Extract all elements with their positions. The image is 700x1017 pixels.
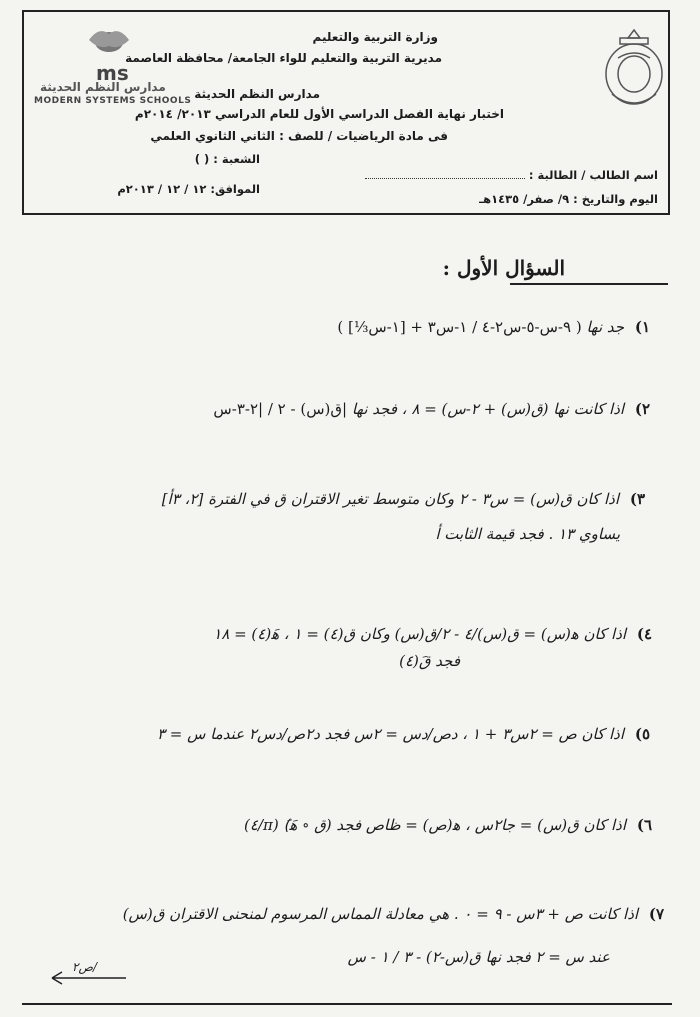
section-label: الشعبة : ( )	[194, 152, 260, 166]
corresponding-date: الموافق: ١٢ / ١٢ / ٢٠١٣م	[117, 182, 260, 196]
svg-text:ms: ms	[96, 61, 129, 85]
question-1: ١) جد نها ( ٩-س-٥-س٢-٤ / ١-س٣ + [١-س⅓] )	[337, 318, 650, 336]
question-3-continued: يساوي ١٣ . فجد قيمة الثابت ﺃ	[435, 525, 620, 543]
title-underline	[510, 283, 668, 285]
question-5: ٥) اذا كان ص = ٢س٣ + ١ ، دص/دس = ٢س فجد د٢ص/دس٢ عندما س = ٣	[156, 725, 650, 743]
school-name: مدارس النظم الحديثة	[194, 87, 320, 101]
jordan-emblem-icon	[598, 24, 670, 116]
bottom-rule	[22, 1003, 672, 1005]
page-indicator: ص٢/	[72, 960, 98, 974]
school-logo-latin: MODERN SYSTEMS SCHOOLS	[34, 96, 192, 106]
ministry-label: وزارة التربية والتعليم	[312, 30, 438, 44]
school-logo-arabic: مدارس النظم الحديثة	[40, 80, 166, 94]
question-7-continued: عند س = ٢ فجد نها ق(س-٢) - ٣ / ١ - س	[347, 948, 610, 966]
date-label: اليوم والتاريخ : ٩/ صفر/ ١٤٣٥هـ	[479, 192, 658, 206]
question-4-continued: فجد قَ(٤)	[399, 652, 460, 670]
question-6: ٦) اذا كان ق(س) = جا٢س ، ﻫ(ص) = ظاص فجد (ق ∘ ﻫَ)َ (π/٤)	[244, 816, 652, 834]
question-2: ٢) اذا كانت نها (ق(س) + ٢-س) = ٨ ، فجد نها ق(س) - ٢ / |٢-٣-س|	[213, 400, 650, 418]
question-7: ٧) اذا كانت ص + ٣س - ٩ = ٠ . هي معادلة المماس المرسوم لمنحنى الاقتران ق(س)	[122, 905, 664, 923]
exam-title: اختبار نهاية الفصل الدراسي الأول للعام الدراسي ٢٠١٣/ ٢٠١٤م	[134, 107, 504, 121]
question-3: ٣) اذا كان ق(س) = س٣ - ٢ وكان متوسط تغير الاقتران ق في الفترة [٢، ٣ﺃ]	[161, 490, 645, 508]
student-name-line	[365, 168, 658, 182]
student-label: اسم الطالب / الطالبة :	[528, 168, 658, 182]
student-name-blank[interactable]	[365, 168, 525, 179]
question-4: ٤) اذا كان ﻫ(س) = ق(س)/٤ - ٢/ق(س) وكان ق(٤) = ١ ، ﻫَ(٤) = ١٨	[213, 625, 652, 643]
section-title: السؤال الأول :	[442, 256, 565, 280]
subject-line: فى مادة الرياضيات / للصف : الثاني الثانوي العلمي	[150, 129, 448, 143]
directorate-label: مديرية التربية والتعليم للواء الجامعة/ محافظة العاصمة	[125, 51, 442, 65]
